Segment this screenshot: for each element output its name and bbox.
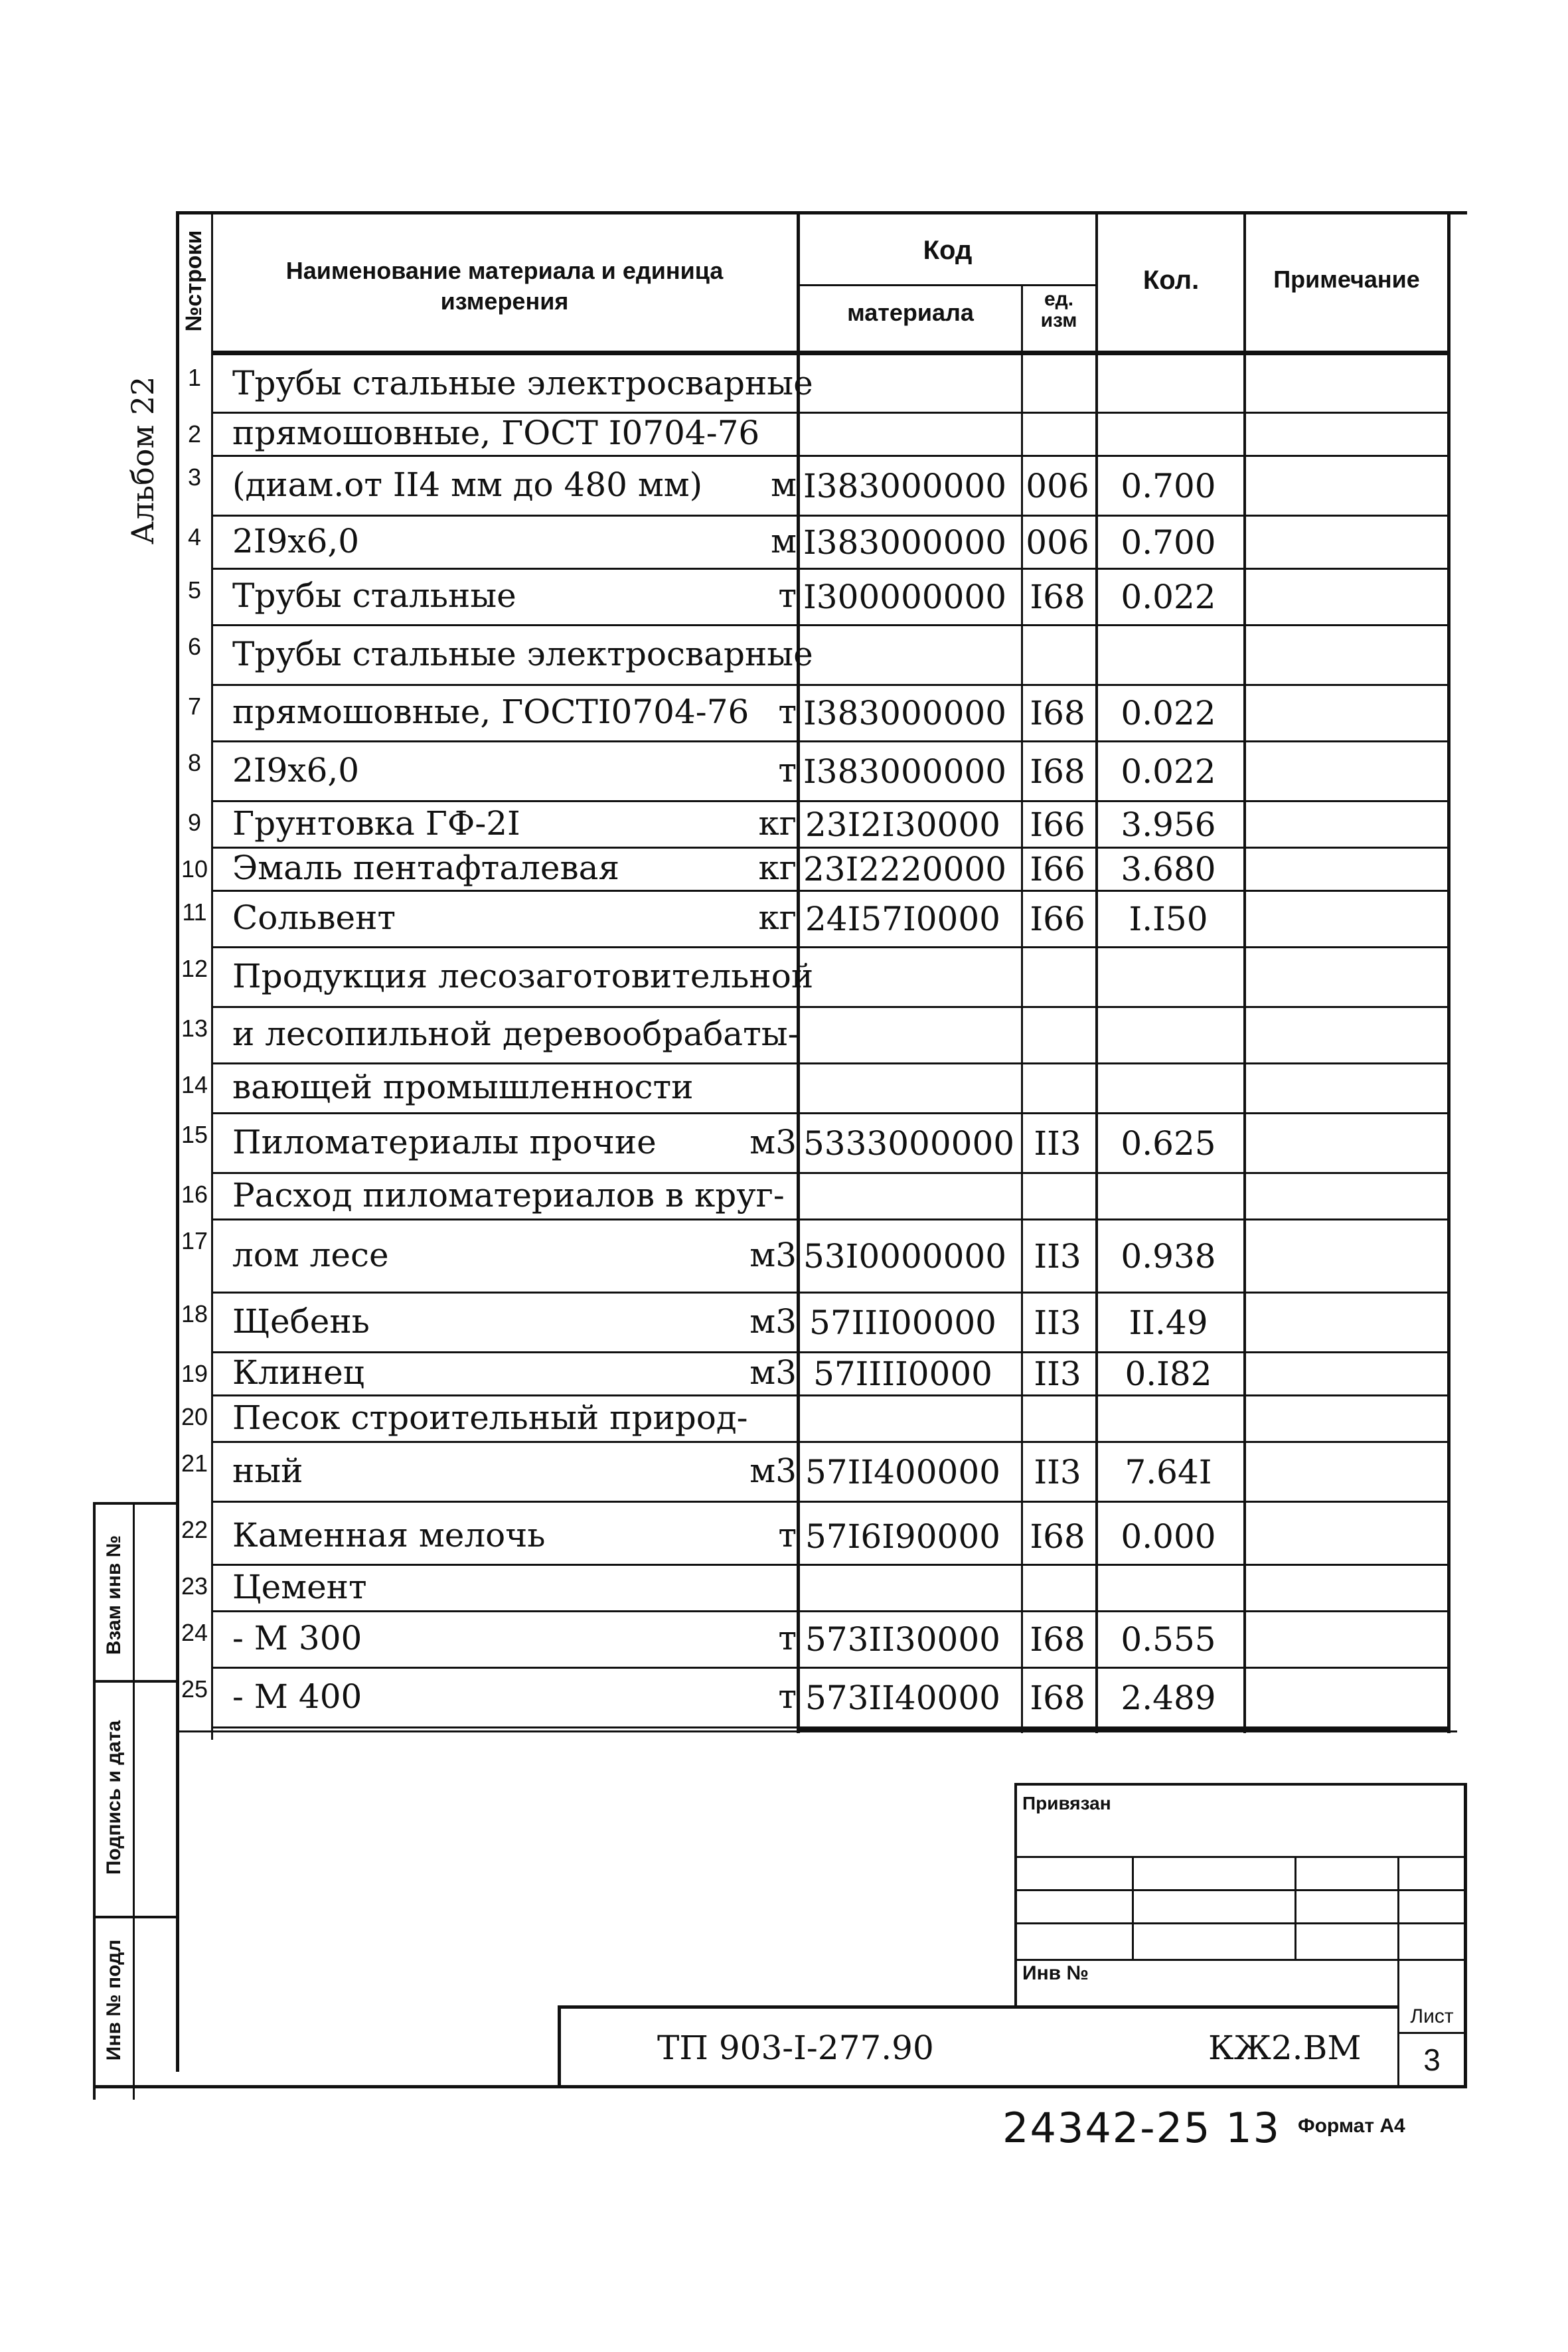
row-quantity: 0.625 [1121, 1124, 1216, 1163]
row-quantity: 3.680 [1121, 850, 1216, 888]
list-value: 3 [1423, 2043, 1441, 2077]
row-quantity: I.I50 [1129, 900, 1208, 938]
row-name: Сольвент [232, 898, 396, 937]
header-code: Код [923, 236, 973, 265]
row-unit: м3 [749, 1451, 797, 1490]
row-material-code: 57IIII0000 [813, 1355, 992, 1393]
row-unit-code: I68 [1030, 1517, 1085, 1556]
row-divider [211, 568, 1450, 570]
header-row-no: №строки [181, 230, 206, 332]
row-name: - М 400 [232, 1677, 362, 1716]
row-unit: т [778, 693, 797, 731]
row-quantity: 0.I82 [1125, 1355, 1212, 1393]
row-divider [211, 684, 1450, 686]
row-name: (диам.от II4 мм до 480 мм) [232, 465, 703, 504]
row-number: 22 [181, 1516, 208, 1543]
row-number: 18 [181, 1300, 208, 1327]
row-name: Песок строительный природ- [232, 1398, 748, 1437]
row-divider [211, 1172, 1450, 1174]
format-label: Формат А4 [1298, 2115, 1405, 2137]
row-unit: м3 [749, 1122, 797, 1161]
row-number: 2 [187, 420, 202, 448]
row-divider [211, 1667, 1450, 1669]
row-name: Продукция лесозаготовительной [232, 956, 814, 995]
row-unit: т [778, 1516, 797, 1554]
row-name: 2I9x6,0 [232, 521, 360, 560]
row-unit: м3 [749, 1235, 797, 1274]
row-name: ный [232, 1451, 303, 1490]
row-name: лом лесе [232, 1235, 389, 1274]
row-divider [211, 1006, 1450, 1008]
row-quantity: 0.022 [1121, 694, 1216, 732]
row-number: 8 [187, 749, 202, 776]
row-divider [211, 800, 1450, 802]
row-name: вающей промышленности [232, 1068, 694, 1106]
row-divider [211, 1394, 1450, 1396]
row-quantity: 0.700 [1121, 466, 1216, 505]
row-material-code: 573II40000 [805, 1678, 1000, 1717]
header-note: Примечание [1273, 266, 1420, 293]
row-quantity: 0.000 [1121, 1517, 1216, 1556]
row-divider [211, 1610, 1450, 1612]
row-divider [211, 946, 1450, 948]
row-unit-code: I66 [1030, 805, 1085, 844]
row-material-code: 57II400000 [805, 1452, 1000, 1491]
side-inv-podl: Инв № подл [103, 1939, 125, 2061]
row-number: 23 [181, 1572, 208, 1600]
row-material-code: 5333000000 [803, 1124, 1015, 1163]
row-name: 2I9x6,0 [232, 750, 360, 790]
row-unit-code: II3 [1034, 1303, 1081, 1342]
row-number: 20 [181, 1403, 208, 1430]
row-name: Трубы стальные электросварные [232, 364, 813, 402]
row-name: прямошовные, ГОСТI0704-76 [232, 693, 749, 731]
row-unit-code: I68 [1030, 752, 1085, 791]
row-number: 13 [181, 1015, 208, 1042]
row-unit-code: II3 [1034, 1452, 1081, 1491]
row-number: 21 [181, 1450, 208, 1477]
row-number: 25 [181, 1675, 208, 1703]
row-number: 10 [181, 855, 208, 882]
header-name: Наименование материала и единица измерения [285, 257, 724, 315]
row-number: 5 [187, 576, 202, 604]
row-unit-code: I68 [1030, 694, 1085, 732]
row-name: Щебень [232, 1302, 370, 1341]
inv-no-label: Инв № [1022, 1962, 1089, 1984]
row-number: 9 [187, 809, 202, 836]
row-material-code: I383000000 [803, 752, 1007, 791]
row-quantity: 0.555 [1121, 1620, 1216, 1659]
row-number: 12 [181, 955, 208, 982]
handwritten-number: 24342-25 13 [1002, 2104, 1281, 2152]
row-unit-code: 006 [1026, 466, 1089, 505]
row-number: 4 [187, 523, 202, 550]
row-unit-code: I68 [1030, 1620, 1085, 1659]
row-unit: кг [758, 849, 797, 887]
row-unit-code: I68 [1030, 1678, 1085, 1717]
row-divider [211, 740, 1450, 742]
row-quantity: 7.64I [1125, 1452, 1212, 1491]
row-number: 3 [187, 463, 202, 491]
row-name: Каменная мелочь [232, 1516, 546, 1554]
row-material-code: I300000000 [803, 578, 1007, 616]
row-divider [211, 1564, 1450, 1566]
row-divider [211, 1441, 1450, 1443]
row-quantity: 3.956 [1121, 805, 1216, 844]
row-material-code: I383000000 [803, 466, 1007, 505]
row-divider [211, 624, 1450, 626]
privyazan-label: Привязан [1022, 1793, 1111, 1813]
row-unit-code: 006 [1026, 523, 1089, 562]
row-quantity: II.49 [1129, 1303, 1208, 1342]
header-code-unit: ед. изм [1040, 288, 1077, 331]
row-number: 6 [187, 633, 202, 660]
row-unit-code: I66 [1030, 900, 1085, 938]
row-unit: т [778, 576, 797, 615]
row-quantity: 0.022 [1121, 578, 1216, 616]
row-divider [211, 1501, 1450, 1503]
row-quantity: 0.700 [1121, 523, 1216, 562]
row-divider [211, 1112, 1450, 1114]
side-podpis: Подпись и дата [103, 1720, 125, 1875]
row-unit-code: II3 [1034, 1355, 1081, 1393]
row-number: 1 [187, 364, 202, 391]
row-quantity: 0.938 [1121, 1236, 1216, 1276]
header-qty: Кол. [1142, 266, 1200, 295]
row-material-code: 24I57I0000 [805, 900, 1000, 938]
row-divider [211, 1062, 1450, 1064]
row-material-code: 23I2I30000 [805, 805, 1000, 844]
row-name: Трубы стальные электросварные [232, 634, 813, 673]
side-vzam: Взам инв № [103, 1535, 125, 1655]
row-name: Клинец [232, 1353, 364, 1392]
row-unit-code: I68 [1030, 578, 1085, 616]
row-unit: м [771, 521, 797, 560]
row-material-code: 57I6I90000 [805, 1517, 1000, 1556]
row-unit: т [778, 1677, 797, 1716]
row-number: 14 [181, 1071, 208, 1098]
row-unit: м [771, 465, 797, 504]
row-unit-code: II3 [1034, 1236, 1081, 1276]
row-divider [211, 455, 1450, 457]
row-unit: кг [758, 898, 797, 937]
row-number: 19 [181, 1360, 208, 1387]
row-name: Цемент [232, 1567, 367, 1606]
row-name: Пиломатериалы прочие [232, 1122, 657, 1161]
album-label: Альбом 22 [125, 376, 161, 545]
row-number: 7 [187, 693, 202, 720]
row-number: 17 [181, 1227, 208, 1254]
row-divider [211, 1726, 1450, 1728]
row-number: 11 [182, 898, 207, 926]
row-name: Расход пиломатериалов в круг- [232, 1175, 785, 1215]
row-name: прямошовные, ГОСТ I0704-76 [232, 414, 760, 452]
row-name: и лесопильной деревообрабаты- [232, 1015, 799, 1053]
row-quantity: 2.489 [1121, 1678, 1216, 1717]
row-material-code: I383000000 [803, 523, 1007, 562]
row-material-code: 23I2220000 [803, 850, 1007, 888]
row-number: 16 [181, 1181, 208, 1208]
row-material-code: 53I0000000 [803, 1236, 1007, 1276]
doc-code: ТП 903-I-277.90 [657, 2029, 934, 2067]
row-unit-code: I66 [1030, 850, 1085, 888]
row-number: 24 [181, 1619, 208, 1646]
row-divider [211, 890, 1450, 892]
row-material-code: 573II30000 [805, 1620, 1000, 1659]
row-unit: кг [758, 803, 797, 843]
list-label: Лист [1410, 2005, 1454, 2027]
row-unit: т [778, 1619, 797, 1657]
row-divider [211, 515, 1450, 517]
row-unit: м3 [749, 1302, 797, 1341]
header-code-material: материала [847, 299, 974, 326]
row-unit: т [778, 750, 797, 790]
row-material-code: I383000000 [803, 694, 1007, 732]
row-unit-code: II3 [1034, 1124, 1081, 1163]
row-name: Грунтовка ГФ-2I [232, 803, 520, 843]
row-divider [211, 1351, 1450, 1353]
row-material-code: 57III00000 [809, 1303, 996, 1342]
row-name: - М 300 [232, 1619, 362, 1657]
row-divider [211, 1292, 1450, 1294]
row-name: Трубы стальные [232, 576, 516, 615]
row-number: 15 [181, 1121, 208, 1148]
row-unit: м3 [749, 1353, 797, 1392]
row-quantity: 0.022 [1121, 752, 1216, 791]
doc-mark: КЖ2.ВМ [1208, 2029, 1362, 2067]
row-name: Эмаль пентафталевая [232, 849, 620, 887]
row-divider [211, 1218, 1450, 1220]
